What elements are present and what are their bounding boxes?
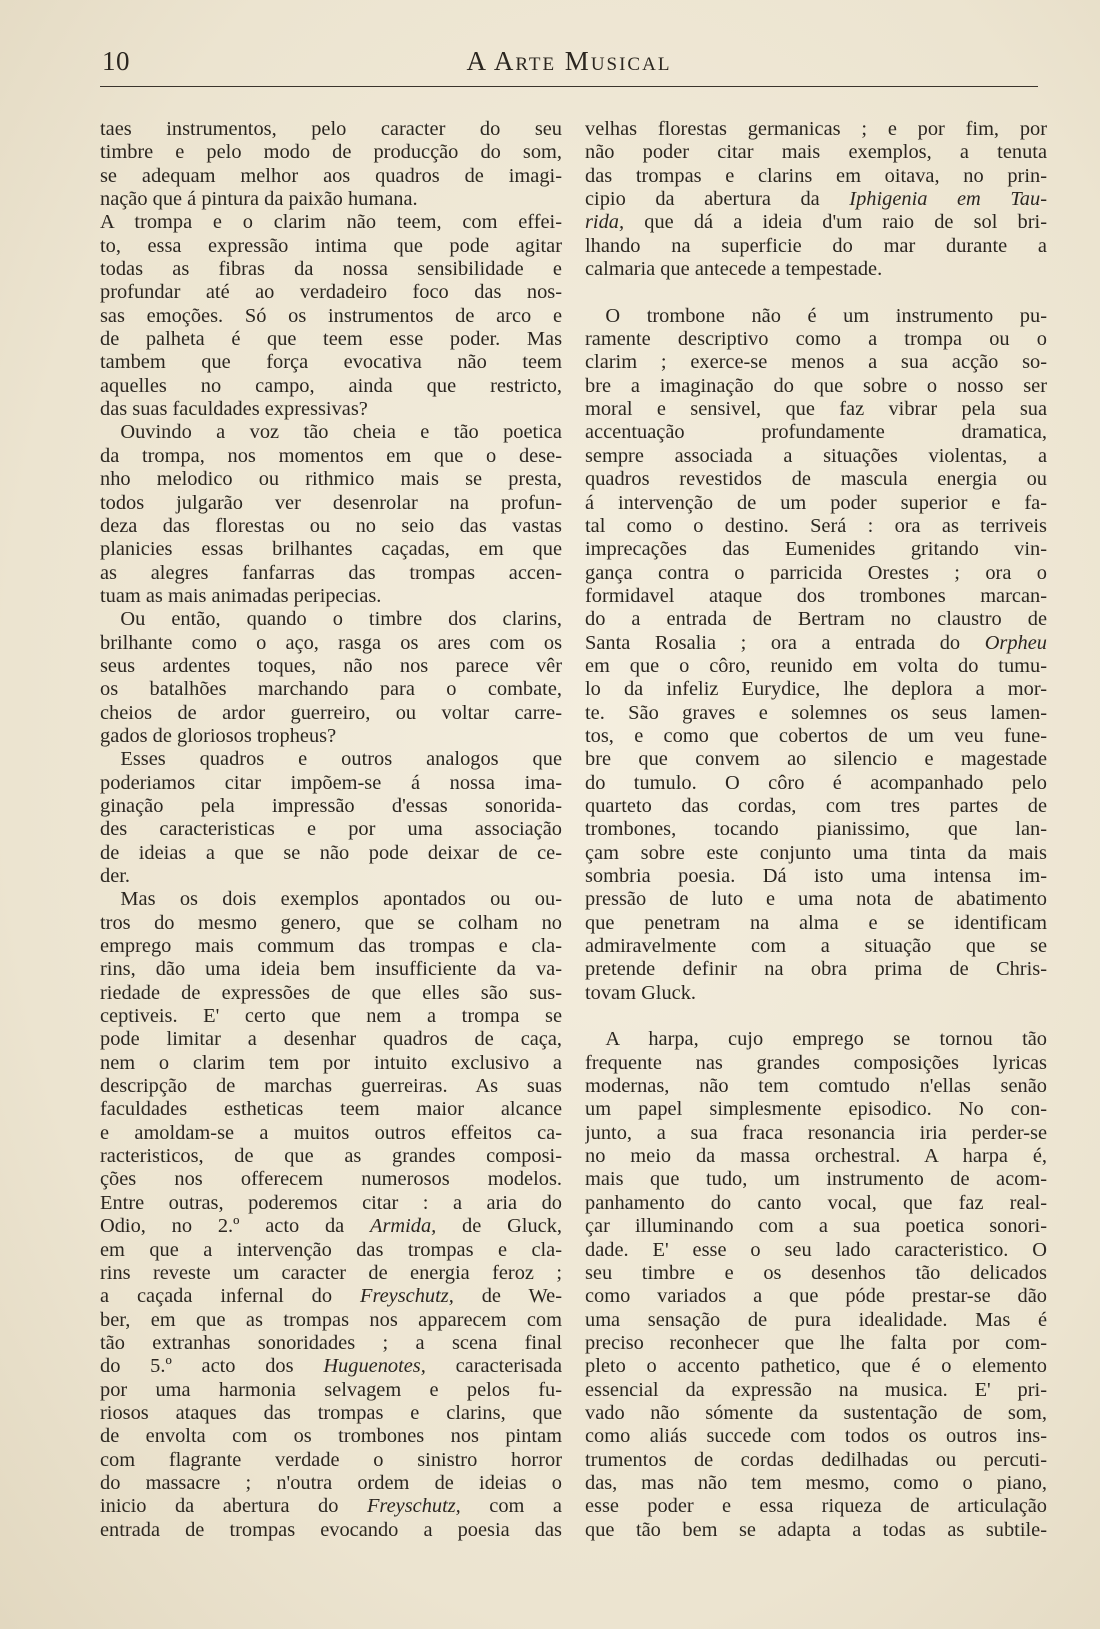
text-line: seus ardentes toques, não nos parece vêr (100, 654, 562, 677)
text-line: Santa Rosalia ; ora a entrada do Orpheu (585, 631, 1047, 654)
text-line: como aliás succede com todos os outros ins- (585, 1425, 1047, 1448)
text-line: bre a imaginação do que sobre o nosso ser (585, 374, 1047, 397)
text-line: to, essa expressão intima que pode agitar (100, 234, 562, 257)
text-line: descripção de marchas guerreiras. As suas (100, 1075, 562, 1098)
page-header (100, 46, 1038, 86)
text-line: em que o côro, reunido em volta do tumu- (585, 654, 1047, 677)
text-line: trumentos de cordas dedilhadas ou percuti- (585, 1448, 1047, 1471)
text-line: moral e sensivel, que faz vibrar pela sua (585, 398, 1047, 421)
text-line: Entre outras, poderemos citar : a aria do (100, 1191, 562, 1214)
italic-title: Orpheu (984, 631, 1047, 654)
text-line: no meio da massa orchestral. A harpa é, (585, 1145, 1047, 1168)
text-line: que tão bem se adapta a todas as subtile- (585, 1518, 1047, 1541)
text-line: a caçada infernal do Freyschutz, de We- (100, 1285, 562, 1308)
text-line: lhando na superficie do mar durante a (585, 234, 1047, 257)
italic-title: rida, (585, 211, 625, 234)
text-line: do 5.º acto dos Huguenotes, caracterisada (100, 1355, 562, 1378)
text-line: em que a intervenção das trompas e cla- (100, 1238, 562, 1261)
italic-title: Freyschutz, (366, 1495, 461, 1518)
text-line: faculdades estheticas teem maior alcance (100, 1098, 562, 1121)
header-rule (100, 86, 1038, 87)
text-line: junto, a sua fraca resonancia iria perder-se (585, 1121, 1047, 1144)
text-line: tão extranhas sonoridades ; a scena final (100, 1331, 562, 1354)
text-line: riedade de expressões de que elles são sus- (100, 981, 562, 1004)
text-line: sempre associada a situações violentas, a (585, 444, 1047, 467)
text-line: ramente descriptivo como a trompa ou o (585, 328, 1047, 351)
text-line: planicies essas brilhantes caçadas, em que (100, 538, 562, 561)
text-line: quarteto das cordas, com tres partes de (585, 794, 1047, 817)
text-line: poderiamos citar impõem-se á nossa ima- (100, 771, 562, 794)
text-line: admiravelmente com a situação que se (585, 935, 1047, 958)
text-line: Odio, no 2.º acto da Armida, de Gluck, (100, 1215, 562, 1238)
paragraph-gap (585, 281, 1047, 304)
text-line: dade. E' esse o seu lado caracteristico. O (585, 1238, 1047, 1261)
text-line: que penetram na alma e se identificam (585, 911, 1047, 934)
text-line: formidavel ataque dos trombones marcan- (585, 584, 1047, 607)
text-line: gança contra o parricida Orestes ; ora o (585, 561, 1047, 584)
text-line: de palheta é que teem esse poder. Mas (100, 328, 562, 351)
text-line: clarim ; exerce-se menos a sua acção so- (585, 351, 1047, 374)
text-line: Ouvindo a voz tão cheia e tão poetica (100, 421, 562, 444)
text-line: do tumulo. O côro é acompanhado pelo (585, 771, 1047, 794)
text-line: se adequam melhor aos quadros de imagi- (100, 164, 562, 187)
text-line (585, 211, 1047, 234)
text-line: ginação pela impressão d'essas sonorida- (100, 794, 562, 817)
text-line: A trompa e o clarim não teem, com effei- (100, 211, 562, 234)
text-line: O trombone não é um instrumento pu- (585, 304, 1047, 327)
text-line: rins reveste um caracter de energia feroz ; (100, 1261, 562, 1284)
text-line: panhamento do canto vocal, que faz real- (585, 1191, 1047, 1214)
text-line: cipio da abertura da Iphigenia em Tau- (585, 188, 1047, 211)
text-line: aquelles no campo, ainda que restricto, (100, 374, 562, 397)
italic-title: Huguenotes, (323, 1355, 426, 1378)
text-line: inicio da abertura do Freyschutz, com a (100, 1495, 562, 1518)
text-line: das suas faculdades expressivas? (100, 398, 368, 421)
text-line: bre que convem ao silencio e magestade (585, 748, 1047, 771)
text-line: sas emoções. Só os instrumentos de arco e (100, 304, 562, 327)
text-line: Ou então, quando o timbre dos clarins, (100, 608, 562, 631)
text-line: ber, em que as trompas nos apparecem com (100, 1308, 562, 1331)
text-line: á intervenção de um poder superior e fa- (585, 491, 1047, 514)
text-line: frequente nas grandes composições lyricas (585, 1051, 1047, 1074)
text-line: Mas os dois exemplos apontados ou ou- (100, 888, 562, 911)
text-line: tovam Gluck. (585, 981, 696, 1004)
text-line: tambem que força evocativa não teem (100, 351, 562, 374)
italic-title: Freyschutz, (360, 1285, 454, 1308)
text-line: como variados a que póde prestar-se dão (585, 1285, 1047, 1308)
text-line: e amoldam-se a muitos outros effeitos ca- (100, 1121, 562, 1144)
text-line: todas as fibras da nossa sensibilidade e (100, 258, 562, 281)
text-line: Esses quadros e outros analogos que (100, 748, 562, 771)
text-line: entrada de trompas evocando a poesia das (100, 1518, 562, 1541)
text-line: timbre e pelo modo de producção do som, (100, 141, 562, 164)
text-line: da trompa, nos momentos em que o dese- (100, 444, 562, 467)
text-line: preciso reconhecer que lhe falta por com- (585, 1331, 1047, 1354)
text-line: as alegres fanfarras das trompas accen- (100, 561, 562, 584)
text-line: lo da infeliz Eurydice, lhe deplora a mor- (585, 678, 1047, 701)
text-line: racteristicos, de que as grandes composi- (100, 1145, 562, 1168)
italic-title: Iphigenia em Tau- (849, 188, 1047, 211)
text-line: mais que tudo, um instrumento de acom- (585, 1168, 1047, 1191)
left-column (100, 118, 562, 1542)
text-line: rins, dão uma ideia bem insufficiente da va- (100, 958, 562, 981)
text-line: çam sobre este conjunto uma tinta da mais (585, 841, 1047, 864)
text-line: de envolta com os trombones nos pintam (100, 1425, 562, 1448)
text-line: çar illuminando com a sua poetica sonori- (585, 1215, 1047, 1238)
text-line: tos, e como que cobertos de um veu fune- (585, 724, 1047, 747)
text-line: nem o clarim tem por intuito exclusivo a (100, 1051, 562, 1074)
paragraph-gap (585, 1005, 1047, 1028)
text-line: imprecações das Eumenides gritando vin- (585, 538, 1047, 561)
text-line: do a entrada de Bertram no claustro de (585, 608, 1047, 631)
text-line: do massacre ; n'outra ordem de ideias o (100, 1471, 562, 1494)
italic-title: Armida, (369, 1215, 437, 1238)
text-line: todos julgarão ver desenrolar na profun- (100, 491, 562, 514)
text-line: des caracteristicas e por uma associação (100, 818, 562, 841)
text-line: deza das florestas ou no seio das vastas (100, 514, 562, 537)
text-line: brilhante como o aço, rasga os ares com os (100, 631, 562, 654)
text-line: das, mas não tem mesmo, como o piano, (585, 1471, 1047, 1494)
text-line: te. São graves e solemnes os seus lamen- (585, 701, 1047, 724)
text-line: essencial da expressão na musica. E' pri- (585, 1378, 1047, 1401)
text-line: der. (100, 865, 131, 887)
text-line: gados de gloriosos tropheus? (100, 724, 337, 747)
text-line: cheios de ardor guerreiro, ou voltar carre- (100, 701, 562, 724)
text-line: com flagrante verdade o sinistro horror (100, 1448, 562, 1471)
text-line: quadros revestidos de mascula energia ou (585, 468, 1047, 491)
text-line: ceptiveis. E' certo que nem a trompa se (100, 1005, 562, 1028)
text-line: pressão de luto e uma nota de abatimento (585, 888, 1047, 911)
text-line: calmaria que antecede a tempestade. (585, 258, 883, 281)
text-line: esse poder e essa riqueza de articulação (585, 1495, 1047, 1518)
text-line-tail: que dá a ideia d'um raio de sol bri- (624, 211, 1047, 234)
text-line: emprego mais commum das trompas e cla- (100, 935, 562, 958)
text-line: um papel simplesmente episodico. No con- (585, 1098, 1047, 1121)
text-line: pleto o accento pathetico, que é o elemento (585, 1355, 1047, 1378)
text-line: pretende definir na obra prima de Chris- (585, 958, 1047, 981)
text-line: nação que á pintura da paixão humana. (100, 188, 418, 211)
text-line-tail: com a (460, 1495, 562, 1518)
text-line-tail: de We- (453, 1285, 562, 1308)
text-line: velhas florestas germanicas ; e por fim, por (585, 118, 1047, 140)
text-line: tal como o destino. Será : ora as terriveis (585, 514, 1047, 537)
text-line: não poder citar mais exemplos, a tenuta (585, 141, 1047, 164)
text-line: seu timbre e os desenhos tão delicados (585, 1261, 1047, 1284)
text-line: taes instrumentos, pelo caracter do seu (100, 118, 562, 140)
text-line: pode limitar a desenhar quadros de caça, (100, 1028, 562, 1051)
right-column (585, 118, 1047, 1542)
page-number: 10 (102, 46, 130, 76)
text-line: os batalhões marchando para o combate, (100, 678, 562, 701)
text-line: de ideias a que se não pode deixar de ce- (100, 841, 562, 864)
text-line: trombones, tocando pianissimo, que lan- (585, 818, 1047, 841)
running-title: A Arte Musical (466, 46, 672, 76)
text-line: uma sensação de pura idealidade. Mas é (585, 1308, 1047, 1331)
text-line-tail: de Gluck, (436, 1215, 562, 1238)
text-line: tuam as mais animadas peripecias. (100, 584, 382, 607)
text-line: ções nos offerecem numerosos modelos. (100, 1168, 562, 1191)
text-line: tros do mesmo genero, que se colham no (100, 911, 562, 934)
text-line: modernas, não tem comtudo n'ellas senão (585, 1075, 1047, 1098)
text-line: vado não sómente da sustentação de som, (585, 1401, 1047, 1424)
text-line: das trompas e clarins em oitava, no prin- (585, 164, 1047, 187)
text-line: profundar até ao verdadeiro foco das nos- (100, 281, 562, 304)
text-line: nho melodico ou rithmico mais se presta, (100, 468, 562, 491)
text-line: por uma harmonia selvagem e pelos fu- (100, 1378, 562, 1401)
text-line: sombria poesia. Dá isto uma intensa im- (585, 865, 1047, 887)
text-line: riosos ataques das trompas e clarins, que (100, 1401, 562, 1424)
text-line-tail: caracterisada (425, 1355, 562, 1378)
text-line: accentuação profundamente dramatica, (585, 421, 1047, 444)
text-line: A harpa, cujo emprego se tornou tão (585, 1028, 1047, 1051)
